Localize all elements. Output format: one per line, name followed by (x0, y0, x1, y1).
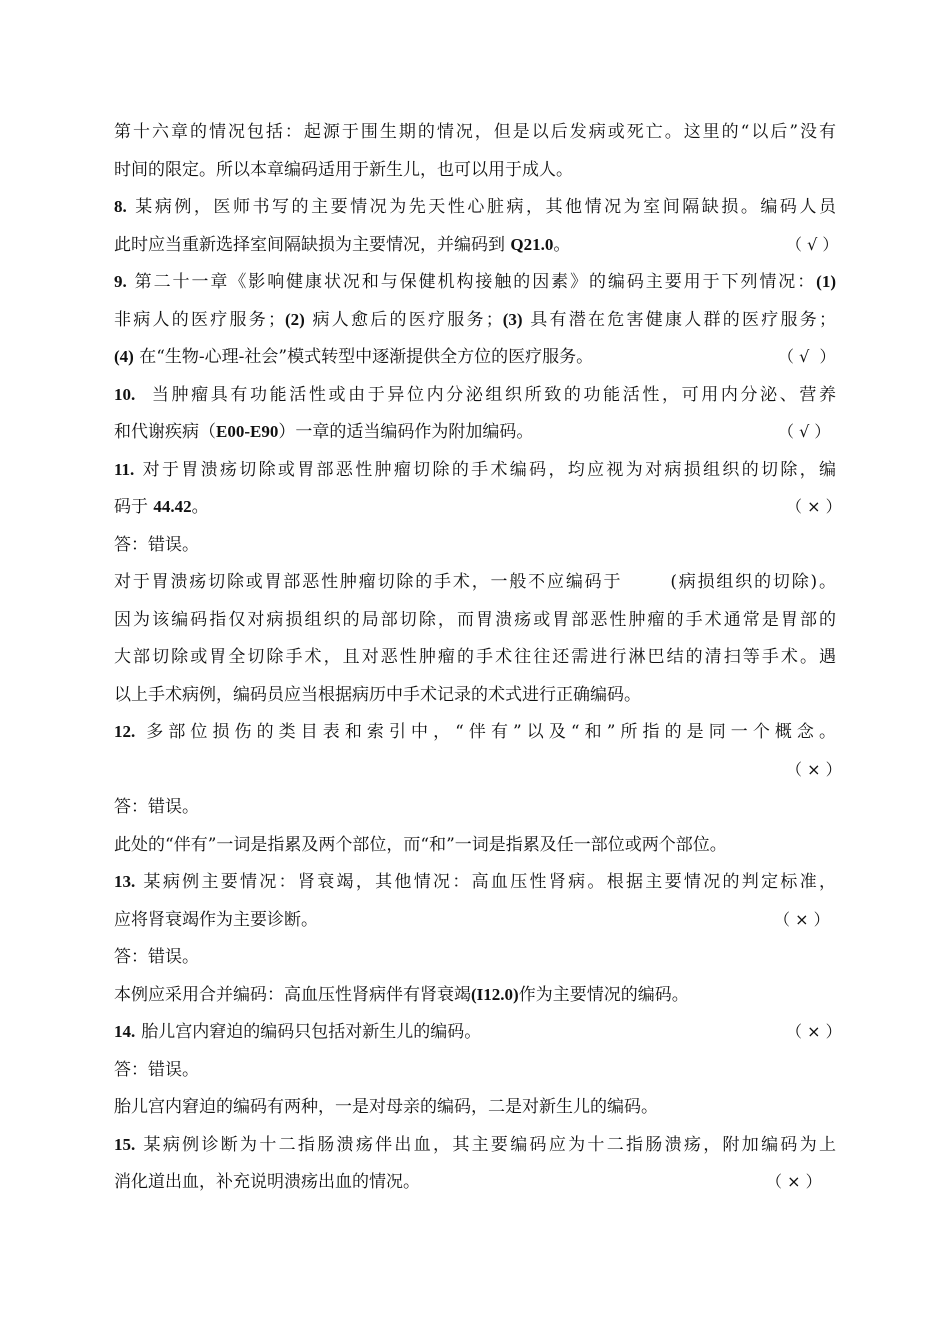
question-13-explanation-1: 本例应采用合并编码：高血压性肾病伴有肾衰竭(I12.0)作为主要情况的编码。 (114, 985, 689, 1005)
question-13-line-2: 应将肾衰竭作为主要诊断。 （ × ） (114, 905, 836, 935)
question-11-explanation-4: 以上手术病例，编码员应当根据病历中手术记录的术式进行正确编码。 (114, 685, 641, 705)
question-8-line-2: 此时应当重新选择室间隔缺损为主要情况，并编码到 Q21.0。 （ √ ） (114, 230, 836, 260)
question-11-explanation-2: 因为该编码指仅对病损组织的局部切除，而胃溃疡或胃部恶性肿瘤的手术通常是胃部的 (114, 610, 836, 630)
question-11-explanation-3: 大部切除或胃全切除手术，且对恶性肿瘤的手术往往还需进行淋巴结的清扫等手术。遇 (114, 647, 836, 667)
answer-mark: （ √ ） (786, 235, 839, 254)
answer-mark: （ × ） (766, 1172, 822, 1191)
diagnosis-code: Q21.0 (510, 235, 554, 254)
question-12-line-1: 12. 多部位损伤的类目表和索引中，“伴有”以及“和”所指的是同一个概念。 (114, 722, 836, 742)
question-14-explanation-1: 胎儿宫内窘迫的编码有两种，一是对母亲的编码，二是对新生儿的编码。 (114, 1097, 658, 1117)
answer-mark: （ × ） (786, 497, 842, 516)
question-13-line-1: 13. 某病例主要情况：肾衰竭，其他情况：高血压性肾病。根据主要情况的判定标准， (114, 872, 836, 892)
question-number: 12. (114, 722, 136, 741)
question-15-line-1: 15. 某病例诊断为十二指肠溃疡伴出血，其主要编码应为十二指肠溃疡，附加编码为上 (114, 1135, 836, 1155)
answer-mark: （ × ） (786, 1022, 842, 1041)
question-11-answer: 答：错误。 (114, 535, 199, 555)
intro-line-2: 时间的限定。所以本章编码适用于新生儿，也可以用于成人。 (114, 160, 573, 180)
question-9-line-1: 9. 第二十一章《影响健康状况和与保健机构接触的因素》的编码主要用于下列情况：(1) (114, 272, 836, 292)
answer-mark: （ √ ） (778, 347, 836, 366)
question-number: 8. (114, 197, 127, 216)
question-10-line-1: 10. 当肿瘤具有功能活性或由于异位内分泌组织所致的功能活性，可用内分泌、营养 (114, 385, 836, 405)
question-number: 10. (114, 385, 136, 404)
question-number: 14. (114, 1022, 136, 1041)
question-14-line-1: 14. 胎儿宫内窘迫的编码只包括对新生儿的编码。 （ × ） (114, 1017, 836, 1047)
answer-mark: （ × ） (786, 760, 842, 779)
question-15-line-2: 消化道出血，补充说明溃疡出血的情况。 （ × ） (114, 1167, 836, 1197)
diagnosis-code: (I12.0) (471, 985, 519, 1004)
question-12-mark-line (114, 755, 842, 785)
question-12-answer: 答：错误。 (114, 797, 199, 817)
question-9-line-3: (4) 在“生物-心理-社会”模式转型中逐渐提供全方位的医疗服务。 （ √ ） (114, 342, 836, 372)
question-8-line-1: 8. 某病例，医师书写的主要情况为先天性心脏病，其他情况为室间隔缺损。编码人员 (114, 197, 836, 217)
question-11-line-2: 码于 44.42。 （ × ） (114, 492, 836, 522)
question-9-line-2: 非病人的医疗服务；(2) 病人愈后的医疗服务；(3) 具有潜在危害健康人群的医疗服务； (114, 310, 837, 330)
question-12-explanation-1: 此处的“伴有”一词是指累及两个部位，而“和”一词是指累及任一部位或两个部位。 (114, 835, 727, 855)
question-10-line-2: 和代谢疾病（E00-E90）一章的适当编码作为附加编码。 （ √ ） (114, 417, 836, 447)
procedure-code: 44.42 (153, 497, 192, 516)
answer-mark: （ × ） (774, 910, 830, 929)
diagnosis-code: E00-E90 (216, 422, 279, 441)
question-number: 11. (114, 460, 135, 479)
question-11-explanation-1: 对于胃溃疡切除或胃部恶性肿瘤切除的手术，一般不应编码于 (病损组织的切除)。 (114, 572, 837, 592)
question-number: 13. (114, 872, 136, 891)
question-14-answer: 答：错误。 (114, 1060, 199, 1080)
question-number: 9. (114, 272, 127, 291)
intro-line-1: 第十六章的情况包括：起源于围生期的情况，但是以后发病或死亡。这里的“以后”没有 (114, 122, 836, 142)
answer-mark: （ √ ） (778, 422, 831, 441)
question-number: 15. (114, 1135, 136, 1154)
question-11-line-1: 11. 对于胃溃疡切除或胃部恶性肿瘤切除的手术编码，均应视为对病损组织的切除，编 (114, 460, 836, 480)
question-13-answer: 答：错误。 (114, 947, 199, 967)
